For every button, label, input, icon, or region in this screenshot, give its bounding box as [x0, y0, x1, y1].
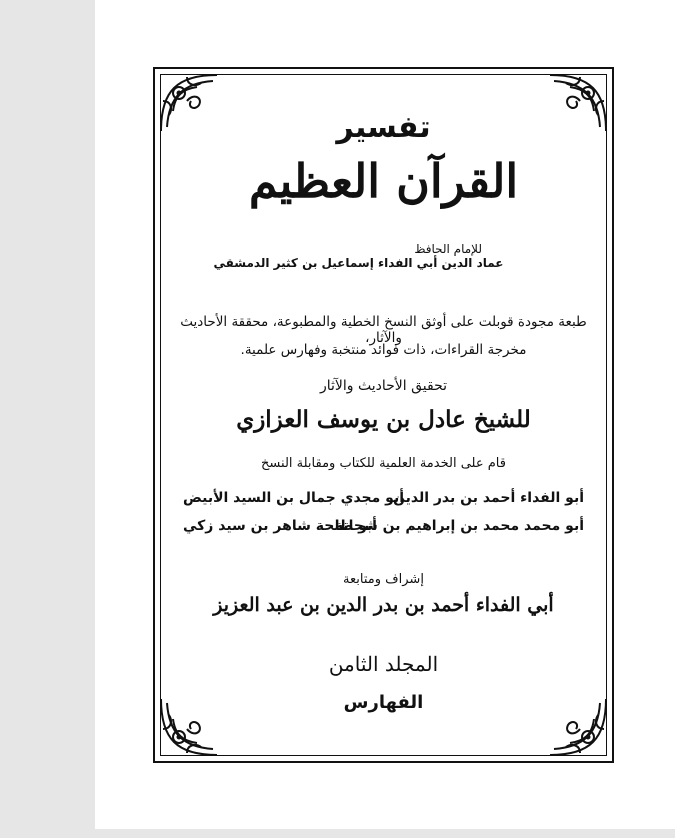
section-label: الفهارس [343, 692, 424, 713]
title-page-content [175, 92, 592, 732]
verification-label: تحقيق الأحاديث والآثار [319, 378, 448, 394]
author-name: عماد الدين أبي الفداء إسماعيل بن كثير الدمشقي [213, 256, 504, 270]
contributor-name: أبو محمد محمد بن إبراهيم بن شحاتة [334, 518, 584, 534]
title-quran: القرآن العظيم [248, 154, 519, 208]
author-prefix: للإمام الحافظ [414, 242, 482, 256]
edition-description-line-2: مخرجة القراءات، ذات فوائد منتخبة وفهارس علمية. [240, 342, 527, 358]
contributor-name: أبو مجدي جمال بن السيد الأبيض [183, 490, 405, 506]
supervisor-name: أبي الفداء أحمد بن بدر الدين بن عبد العزيز [213, 594, 554, 616]
contributors-list [183, 490, 584, 550]
edition-description-line-1: طبعة مجودة قوبلت على أوثق النسخ الخطية والمطبوعة، محققة الأحاديث والآثار، [180, 314, 587, 346]
verifier-name: للشيخ عادل بن يوسف العزازي [236, 406, 531, 433]
volume-label: المجلد الثامن [328, 652, 439, 676]
title-tafsir: تفسير [336, 110, 431, 145]
contributor-name: أبو الفداء أحمد بن بدر الدين [393, 490, 584, 506]
service-label: قام على الخدمة العلمية للكتاب ومقابلة النسخ [261, 456, 506, 471]
contributor-name: أبو طلحة شاهر بن سيد زكي [183, 518, 377, 534]
supervision-label: إشراف ومتابعة [343, 572, 424, 587]
